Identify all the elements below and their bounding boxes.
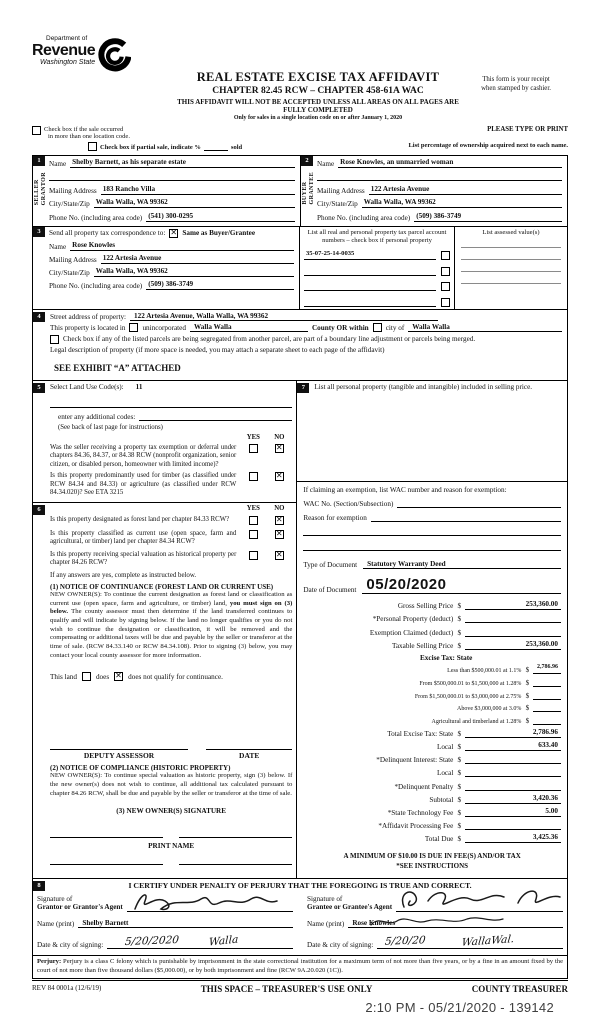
- seller-citystate-label: City/State/Zip: [49, 200, 90, 208]
- does-label: does: [95, 672, 110, 681]
- section-2-badge: 2: [301, 156, 313, 166]
- form-header: [32, 36, 568, 123]
- assessor-date-line[interactable]: DATE: [206, 749, 292, 760]
- doc-type-field[interactable]: Statutory Warranty Deed: [363, 560, 561, 569]
- deputy-assessor-line[interactable]: DEPUTY ASSESSOR: [50, 749, 188, 760]
- correspondence-header: Send all property tax correspondence to:: [49, 229, 166, 237]
- yes-header-2: YES: [246, 504, 260, 512]
- yes-header: YES: [246, 433, 260, 441]
- bracket5-field[interactable]: [533, 715, 561, 725]
- land-use-q1: Was the seller receiving a property tax exemption or deferral under chapters 84.36, 84.37, or 84.38 RCW (nonprofit organization, senior citizen, or disabled person, homeowner with limited income)?: [50, 443, 237, 468]
- ownership-note: List percentage of ownership acquired next to each name.: [408, 141, 568, 149]
- personal-prop-deduct-label: *Personal Property (deduct): [372, 615, 454, 624]
- wac-no-label: WAC No. (Section/Subsection): [303, 499, 394, 508]
- dor-logo: [32, 36, 172, 77]
- seller-mailing-field[interactable]: 183 Rancho Villa: [101, 185, 295, 195]
- delinquent-penalty-field[interactable]: [465, 781, 561, 791]
- form-warning: THIS AFFIDAVIT WILL NOT BE ACCEPTED UNLESS ALL AREAS ON ALL PAGES ARE FULLY COMPLETED: [177, 97, 459, 115]
- delinquent-local-label: Local: [436, 769, 454, 778]
- partial-sale-percent-field[interactable]: [204, 143, 228, 151]
- logo-dept-text: Department of: [46, 35, 88, 42]
- assessed-value2-field[interactable]: [461, 248, 561, 260]
- grantee-date-city-label: Date & city of signing:: [307, 940, 374, 949]
- cont-q3-no-checkbox[interactable]: [275, 551, 284, 560]
- perjury-note: Perjury: Perjury is a class C felony which is punishable by imprisonment in the state correctional institution for a maximum term of not more than five years, or by a fine in an amount fixed by the court of not more than five thousand dollars ($5,000.00), or by both imprisonment and fine (RCW 9A.20.020 (1C)).: [33, 955, 567, 978]
- continuance-q1: Is this property designated as forest land per chapter 84.33 RCW?: [50, 515, 230, 523]
- notice2-title: (2) NOTICE OF COMPLIANCE (HISTORIC PROPERTY): [50, 764, 231, 773]
- partial-sale-checkbox[interactable]: [88, 142, 97, 151]
- grantee-city-handwriting: WallaWal.: [460, 933, 515, 949]
- cont-q2-no-checkbox[interactable]: [275, 530, 284, 539]
- city-checkbox[interactable]: [373, 323, 382, 332]
- tech-fee-field[interactable]: 5.00: [465, 807, 561, 817]
- reason-field[interactable]: [371, 512, 561, 522]
- seller-phone-field[interactable]: (541) 300-0295: [146, 212, 295, 222]
- grantor-city-handwriting: Walla: [208, 933, 239, 949]
- buyer-citystate-label: City/State/Zip: [317, 200, 358, 208]
- print-name-label: PRINT NAME: [148, 841, 195, 850]
- new-owner-sig-line2[interactable]: [179, 829, 292, 838]
- grantee-signature-line[interactable]: [396, 893, 563, 912]
- exemption-claim-label: If claiming an exemption, list WAC number and reason for exemption:: [303, 485, 507, 494]
- corr-name-field[interactable]: Rose Knowles: [70, 241, 294, 251]
- lu-q2-yes-checkbox[interactable]: [249, 472, 258, 481]
- treasurer-space-label: THIS SPACE – TREASURER'S USE ONLY: [200, 984, 373, 995]
- section-3-badge: 3: [33, 227, 45, 237]
- gross-selling-label: Gross Selling Price: [397, 602, 454, 611]
- receipt-note: This form is your receipt when stamped by cashier.: [481, 76, 551, 92]
- please-type-or-print: PLEASE TYPE OR PRINT: [487, 125, 568, 133]
- parcel3-personal-checkbox[interactable]: [441, 282, 450, 291]
- grantor-signature-block: [37, 893, 293, 949]
- land-use-q2: Is this property predominantly used for timber (as classified under RCW 84.34 and 84.33) or agriculture (as classified under RCW 84.34.020)? See ETA 3215: [50, 472, 237, 497]
- land-use-code-label: Select Land Use Code(s):: [50, 382, 124, 391]
- partial-sale-label: Check box if partial sale, indicate %: [100, 143, 201, 151]
- local-field[interactable]: 633.40: [465, 741, 561, 751]
- buyer-name2-field[interactable]: [317, 171, 562, 181]
- seller-name2-field[interactable]: [49, 171, 295, 181]
- reason-extra-line1[interactable]: [303, 526, 561, 536]
- this-land-label: This land: [50, 672, 77, 681]
- cont-q1-yes-checkbox[interactable]: [249, 516, 258, 525]
- affidavit-form: [32, 0, 568, 1015]
- cont-q3-yes-checkbox[interactable]: [249, 551, 258, 560]
- does-checkbox[interactable]: [82, 672, 91, 681]
- exemption-claimed-label: Exemption Claimed (deduct): [369, 628, 454, 637]
- correspondence-section: [33, 227, 300, 309]
- grantee-sig-label: Signature of Grantee or Grantee's Agent: [307, 894, 393, 912]
- form-title: REAL ESTATE EXCISE TAX AFFIDAVIT: [196, 70, 440, 84]
- land-use-code-value[interactable]: 11: [135, 382, 143, 391]
- assessed-value1-field[interactable]: [461, 236, 561, 248]
- form-revision-number: REV 84 0001a (12/6/19): [32, 984, 102, 993]
- parcel4-field[interactable]: [304, 297, 436, 307]
- parcels-section: [300, 227, 567, 309]
- tech-fee-label: *State Technology Fee: [387, 809, 454, 817]
- land-use-extra-line[interactable]: [50, 398, 292, 408]
- personal-property-section: [297, 381, 567, 395]
- city-field[interactable]: Walla Walla: [408, 323, 562, 332]
- located-in-label: This property is located in: [50, 323, 126, 332]
- cont-q2-yes-checkbox[interactable]: [249, 530, 258, 539]
- certify-statement: I CERTIFY UNDER PENALTY OF PERJURY THAT THE FOREGOING IS TRUE AND CORRECT.: [128, 881, 472, 891]
- corr-mailing-field[interactable]: 122 Artesia Avenue: [101, 254, 294, 264]
- personal-property-blank-area[interactable]: [297, 395, 567, 481]
- form-only-for: Only for sales in a single location code on or after January 1, 2020: [233, 115, 403, 121]
- notice1-title: (1) NOTICE OF CONTINUANCE (FOREST LAND OR CURRENT USE): [50, 582, 274, 591]
- notice1-body: NEW OWNER(S): To continue the current designation as forest land or classification as current use (open space, farm and agriculture, or timber) land, you must sign on (3) below. The county assessor must then determine if the land transferred continues to qualify and will indicate by signing below. If the land no longer qualifies or you do not wish to continue the designation or classification, it will be removed and the compensating or additional taxes will be due and payable by the seller or transferor at the time of sale. (RCW 84.33.140 or RCW 84.34.108). Prior to signing (3) below, you may contact your local county assessor for more information.: [50, 590, 293, 659]
- lu-q1-no-checkbox[interactable]: [275, 444, 284, 453]
- assessed-value3-field[interactable]: [461, 260, 561, 272]
- buyer-citystate-field[interactable]: Walla Walla, WA 99362: [362, 198, 562, 208]
- exhibit-a-text: SEE EXHIBIT “A” ATTACHED: [54, 362, 181, 373]
- print-name-line1[interactable]: [50, 856, 163, 865]
- does-not-label: does not qualify for continuance.: [128, 672, 223, 681]
- unincorporated-checkbox[interactable]: [129, 323, 138, 332]
- grantor-date-city-label: Date & city of signing:: [37, 940, 104, 949]
- gross-selling-field[interactable]: 253,360.00: [465, 600, 561, 610]
- no-header-2: NO: [274, 504, 285, 512]
- buyer-section: [300, 156, 567, 226]
- buyer-mailing-label: Mailing Address: [317, 186, 365, 195]
- bracket2-field[interactable]: [533, 677, 561, 687]
- taxable-selling-field[interactable]: 253,360.00: [465, 640, 561, 650]
- additional-codes-label: enter any additional codes:: [58, 412, 136, 421]
- wac-no-field[interactable]: [397, 498, 561, 508]
- corr-citystate-field[interactable]: Walla Walla, WA 99362: [94, 267, 294, 277]
- personal-property-header: List all personal property (tangible and intangible) included in selling price.: [314, 382, 533, 391]
- no-header: NO: [274, 433, 285, 441]
- reason-label: Reason for exemption: [303, 513, 367, 522]
- total-excise-state-field[interactable]: 2,786.96: [465, 728, 561, 738]
- taxable-selling-label: Taxable Selling Price: [391, 641, 454, 650]
- buyer-phone-label: Phone No. (including area code): [317, 213, 411, 222]
- grantee-date-city-field[interactable]: [377, 935, 563, 949]
- delinquent-interest-label: *Delinquent Interest: State: [376, 756, 454, 765]
- buyer-name-field[interactable]: Rose Knowles, an unmarried woman: [338, 158, 562, 168]
- grantee-signature-ink: [396, 885, 566, 915]
- seller-phone-label: Phone No. (including area code): [49, 213, 143, 222]
- print-name-line2[interactable]: [179, 856, 292, 865]
- grantor-date-city-field[interactable]: [107, 935, 293, 949]
- new-owner-signature-label: (3) NEW OWNER(S) SIGNATURE: [116, 806, 227, 815]
- corr-phone-field[interactable]: (509) 386-3749: [146, 280, 294, 290]
- bracket3-field[interactable]: [533, 690, 561, 700]
- notice2-body: NEW OWNER(S): To continue special valuation as historic property, sign (3) below. If the new owner(s) does not wish to continue, all additional tax calculated pursuant to chapter 84.26 RCW, shall be due and payable by the seller or transferor at the time of sale.: [50, 772, 293, 797]
- buyer-phone-field[interactable]: (509) 386-3749: [414, 212, 562, 222]
- corr-mailing-label: Mailing Address: [49, 255, 97, 264]
- section-6-badge: 6: [33, 505, 45, 515]
- segregated-checkbox[interactable]: [50, 335, 59, 344]
- delinquent-interest-field[interactable]: [465, 754, 561, 764]
- bracket4-label: Above $3,000,000 at 3.0%: [457, 706, 522, 713]
- city-of-label: city of: [385, 323, 405, 332]
- corr-citystate-label: City/State/Zip: [49, 268, 90, 277]
- total-due-field[interactable]: 3,425.36: [465, 833, 561, 843]
- grantor-date-handwriting: 5/20/2020: [124, 934, 180, 948]
- assessed-values-header: List assessed value(s): [482, 228, 540, 236]
- continuance-q2: Is this property classified as current use (open space, farm and agricultural, or timber) land per chapter 84.34 RCW?: [50, 529, 237, 546]
- street-address-label: Street address of property:: [50, 312, 127, 321]
- total-excise-state-label: Total Excise Tax: State: [387, 729, 454, 738]
- subtotal-label: Subtotal: [429, 795, 454, 804]
- buyer-name-label: Name: [317, 159, 335, 168]
- multi-location-checkbox[interactable]: [32, 126, 41, 135]
- grantor-signature-line[interactable]: [127, 893, 293, 912]
- lu-q1-yes-checkbox[interactable]: [249, 444, 258, 453]
- county-or-label: County OR within: [311, 323, 369, 332]
- section-1-badge: 1: [33, 156, 45, 166]
- cashier-timestamp-stamp: 2:10 PM - 05/21/2020 - 139142: [365, 1000, 554, 1015]
- logo-state-text: Washington State: [40, 58, 96, 66]
- bracket1-field[interactable]: 2,786.96: [533, 664, 561, 674]
- exemption-section: [297, 481, 567, 555]
- seller-name-label: Name: [49, 159, 67, 168]
- grantor-signature-ink: [127, 889, 287, 915]
- parcel4-personal-checkbox[interactable]: [441, 298, 450, 307]
- bracket1-label: Less than $500,000.01 at 1.1%: [447, 668, 522, 675]
- logo-revenue-text: Revenue: [32, 41, 96, 59]
- bracket4-field[interactable]: [533, 702, 561, 712]
- reason-extra-line2[interactable]: [303, 541, 561, 551]
- continuance-section: [33, 502, 296, 869]
- bracket2-label: From $500,000.01 to $1,500,000 at 1.28%: [419, 680, 522, 687]
- seller-citystate-field[interactable]: Walla Walla, WA 99362: [94, 198, 295, 208]
- grantor-name-print-field[interactable]: Shelby Barnett: [78, 919, 293, 928]
- parcel2-personal-checkbox[interactable]: [441, 267, 450, 276]
- bracket3-label: From $1,500,000.01 to $3,000,000 at 2.75%: [414, 693, 522, 700]
- legal-description-label: Legal description of property (if more space is needed, you may attach a separate sheet to each page of the affidavit): [50, 346, 385, 355]
- assessed-value4-field[interactable]: [461, 272, 561, 284]
- partial-sale-suffix: sold: [230, 143, 243, 151]
- grantee-date-handwriting: 5/20/20: [384, 934, 427, 948]
- subtotal-field[interactable]: 3,420.36: [465, 794, 561, 804]
- segregated-label: Check box if any of the listed parcels are being segregated from another parcel, are part of a boundary line adjustment or parcels being merged.: [63, 335, 476, 344]
- parcel3-field[interactable]: [304, 281, 436, 291]
- grantee-name-print-field[interactable]: Rose Knowles: [348, 919, 563, 928]
- land-use-section: [33, 381, 296, 502]
- section-4-badge: 4: [33, 312, 45, 322]
- affidavit-fee-field[interactable]: [465, 820, 561, 830]
- section-7-badge: 7: [297, 383, 309, 393]
- multi-location-label: Check box if the sale occurred in more than one location code.: [44, 125, 130, 140]
- doc-type-label: Type of Document: [303, 560, 358, 569]
- total-due-label: Total Due: [424, 835, 454, 844]
- county-field[interactable]: Walla Walla: [190, 323, 308, 332]
- minimum-note: A MINIMUM OF $10.00 IS DUE IN FEE(S) AND/OR TAX *SEE INSTRUCTIONS: [343, 852, 521, 871]
- seller-mailing-label: Mailing Address: [49, 186, 97, 195]
- if-yes-note: If any answers are yes, complete as instructed below.: [50, 571, 197, 579]
- financial-section: Gross Selling Price $ 253,360.00 *Personal Property (deduct) $ Exemption Claimed (deduct) $ Taxable Selling Price $ 253,360.00 Excise Tax: State Less than $500,000.01 at 1.1% $ 2,786.96 From $500,000.01 to $1,500,000 at 1.28% $ From $1,500,000.01 to $3,000,000 at 2.75% $ Above $3,000,000 at 3.0% $ Agricultural and timberland at 1.28% $ Total Excise Tax: State $ 2,786.96 Local $ 633.40 *Delinquent Interest: State $ Local $ *Delinquent Penalty $ Subtotal $ 3,420.36 *State Technology Fee $ 5.00 *Affidavit Processing Fee $ Total Due $ 3,425.36 A MINIMUM OF $10.00 IS DUE IN FEE(S) AND/OR TAX *SEE INSTRUCTIONS: [297, 595, 567, 872]
- seller-grantor-side-label: SELLER GRANTOR: [34, 171, 48, 205]
- unincorporated-label: unincorporated: [142, 323, 186, 332]
- county-treasurer-label: COUNTY TREASURER: [471, 984, 568, 995]
- parcel-number-field[interactable]: 35-07-25-14-0035: [304, 250, 436, 260]
- buyer-mailing-field[interactable]: 122 Artesia Avenue: [369, 185, 562, 195]
- street-address-field[interactable]: 122 Artesia Avenue, Walla Walla, WA 99362: [130, 312, 438, 321]
- grantor-name-print-label: Name (print): [37, 919, 75, 928]
- bracket5-label: Agricultural and timberland at 1.28%: [431, 718, 522, 725]
- delinquent-local-field[interactable]: [465, 767, 561, 777]
- same-as-buyer-label: Same as Buyer/Grantee: [182, 229, 256, 237]
- grantee-signature-block: [307, 893, 563, 949]
- corr-name-label: Name: [49, 242, 67, 251]
- affidavit-fee-label: *Affidavit Processing Fee: [378, 822, 454, 831]
- same-as-buyer-checkbox[interactable]: [169, 229, 178, 238]
- form-subtitle: CHAPTER 82.45 RCW – CHAPTER 458-61A WAC: [212, 85, 424, 96]
- personal-prop-deduct-field[interactable]: [465, 613, 561, 623]
- seller-name-field[interactable]: Shelby Barnett, as his separate estate: [70, 158, 295, 168]
- corr-phone-label: Phone No. (including area code): [49, 281, 143, 290]
- excise-tax-header: Excise Tax: State: [420, 653, 473, 662]
- exemption-claimed-field[interactable]: [465, 627, 561, 637]
- section-5-badge: 5: [33, 383, 45, 393]
- parcel1-personal-checkbox[interactable]: [441, 251, 450, 260]
- doc-date-field[interactable]: 05/20/2020: [362, 576, 561, 594]
- cont-q1-no-checkbox[interactable]: [275, 516, 284, 525]
- property-section: [33, 309, 567, 380]
- lu-q2-no-checkbox[interactable]: [275, 472, 284, 481]
- swirl-logo-icon: [97, 38, 131, 77]
- parcels-header: List all real and personal property tax parcel account numbers – check box if personal property: [307, 228, 447, 244]
- parcel2-field[interactable]: [304, 266, 436, 276]
- section-8-badge: 8: [33, 881, 45, 891]
- new-owner-sig-line1[interactable]: [50, 829, 163, 838]
- seller-section: [33, 156, 300, 226]
- continuance-q3: Is this property receiving special valuation as historical property per chapter 84.26 RCW?: [50, 550, 237, 567]
- delinquent-penalty-label: *Delinquent Penalty: [394, 782, 454, 791]
- does-not-checkbox[interactable]: [114, 672, 123, 681]
- buyer-grantee-side-label: BUYER GRANTEE: [302, 171, 316, 204]
- certify-section: [33, 878, 567, 955]
- local-label: Local: [436, 743, 454, 752]
- doc-date-label: Date of Document: [303, 585, 357, 594]
- additional-codes-field[interactable]: [139, 411, 292, 421]
- grantee-name-print-label: Name (print): [307, 919, 345, 928]
- grantor-sig-label: Signature of Grantor or Grantor's Agent: [37, 894, 123, 912]
- see-back-note: (See back of last page for instructions): [58, 423, 163, 431]
